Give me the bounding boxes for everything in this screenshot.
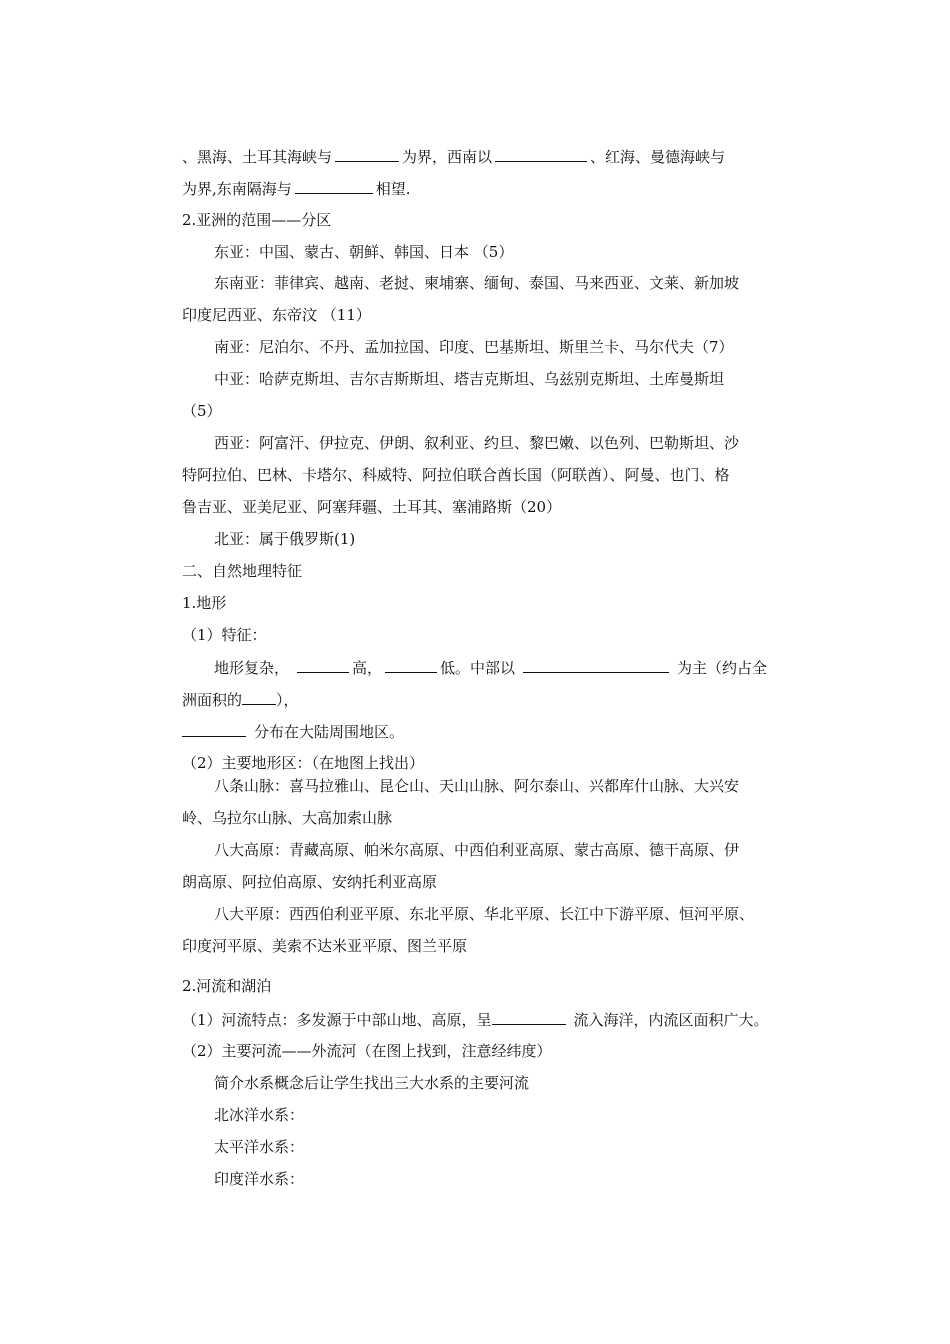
text-segment: 、红海、曼德海峡与 [590, 148, 726, 166]
plateaus-line-cont: 朗高原、阿拉伯高原、安纳托利亚高原 [182, 873, 438, 891]
mountains-line-cont: 岭、乌拉尔山脉、大高加索山脉 [182, 809, 393, 827]
mountains-line: 八条山脉：喜马拉雅山、昆仑山、天山山脉、阿尔泰山、兴都库什山脉、大兴安 [214, 777, 740, 795]
fill-blank[interactable] [182, 721, 246, 737]
plains-line-cont: 印度河平原、美索不达米亚平原、图兰平原 [182, 937, 468, 955]
fill-blank[interactable] [335, 146, 399, 162]
region-southeast-asia: 东南亚：菲律宾、越南、老挝、柬埔寨、缅甸、泰国、马来西亚、文莱、新加坡 [214, 274, 740, 292]
region-central-asia: 中亚：哈萨克斯坦、吉尔吉斯斯坦、塔吉克斯坦、乌兹别克斯坦、土库曼斯坦 [214, 370, 725, 388]
terrain-feature-line-1 [214, 657, 767, 678]
subsection-heading: （1）特征： [182, 626, 267, 644]
subsection-heading: （2）主要河流——外流河（在图上找到，注意经纬度） [182, 1042, 552, 1060]
region-southeast-asia-cont: 印度尼西亚、东帝汶 （11） [182, 306, 371, 324]
region-north-asia: 北亚：属于俄罗斯(1) [214, 530, 356, 548]
boundary-line-1 [182, 146, 725, 167]
boundary-line-2 [182, 178, 411, 199]
plateaus-line: 八大高原：青藏高原、帕米尔高原、中西伯利亚高原、蒙古高原、德干高原、伊 [214, 841, 740, 859]
arctic-system-label: 北冰洋水系： [214, 1106, 305, 1124]
region-south-asia: 南亚：尼泊尔、不丹、孟加拉国、印度、巴基斯坦、斯里兰卡、马尔代夫（7） [214, 338, 734, 356]
subsection-heading: （2）主要地形区：（在地图上找出） [182, 754, 425, 772]
text-segment: 为主（约占全 [677, 659, 768, 677]
fill-blank[interactable] [492, 1009, 566, 1025]
text-segment: 、黑海、土耳其海峡与 [182, 148, 333, 166]
text-segment: 相望. [375, 180, 411, 198]
section-heading: 1.地形 [182, 594, 227, 612]
instruction-line: 简介水系概念后让学生找出三大水系的主要河流 [214, 1074, 530, 1092]
text-segment: 地形复杂， [214, 659, 290, 677]
text-segment: ）， [276, 691, 299, 709]
indian-system-label: 印度洋水系： [214, 1170, 305, 1188]
region-central-asia-cont: （5） [182, 402, 222, 420]
pacific-system-label: 太平洋水系： [214, 1138, 305, 1156]
fill-blank[interactable] [523, 657, 669, 673]
plains-line: 八大平原：西西伯利亚平原、东北平原、华北平原、长江中下游平原、恒河平原、 [214, 905, 755, 923]
fill-blank[interactable] [385, 657, 437, 673]
fill-blank[interactable] [495, 146, 587, 162]
text-segment: 洲面积的 [182, 691, 243, 709]
text-segment: 高， [352, 659, 383, 677]
text-segment: （1）河流特点：多发源于中部山地、高原，呈 [182, 1011, 492, 1029]
text-segment: 低。中部以 [440, 659, 516, 677]
section-heading: 2.河流和湖泊 [182, 977, 272, 995]
fill-blank[interactable] [297, 657, 349, 673]
text-segment: 为界,东南隔海与 [182, 180, 292, 198]
fill-blank[interactable] [242, 689, 276, 705]
terrain-feature-line-3 [182, 721, 404, 742]
region-west-asia-cont: 鲁吉亚、亚美尼亚、阿塞拜疆、土耳其、塞浦路斯（20） [182, 498, 562, 516]
fill-blank[interactable] [295, 178, 373, 194]
text-segment: 为界，西南以 [402, 148, 493, 166]
river-feature-line [182, 1009, 769, 1030]
region-west-asia: 西亚：阿富汗、伊拉克、伊朗、叙利亚、约旦、黎巴嫩、以色列、巴勒斯坦、沙 [214, 434, 740, 452]
region-west-asia-cont: 特阿拉伯、巴林、卡塔尔、科威特、阿拉伯联合酋长国（阿联酋）、阿曼、也门、格 [182, 466, 730, 484]
text-segment: 分布在大陆周围地区。 [254, 723, 405, 741]
part-heading: 二、自然地理特征 [182, 562, 303, 580]
terrain-feature-line-2 [182, 689, 299, 710]
section-heading: 2.亚洲的范围——分区 [182, 211, 332, 229]
text-segment: 流入海洋，内流区面积广大。 [573, 1011, 769, 1029]
region-east-asia: 东亚：中国、蒙古、朝鲜、韩国、日本 （5） [214, 243, 514, 261]
